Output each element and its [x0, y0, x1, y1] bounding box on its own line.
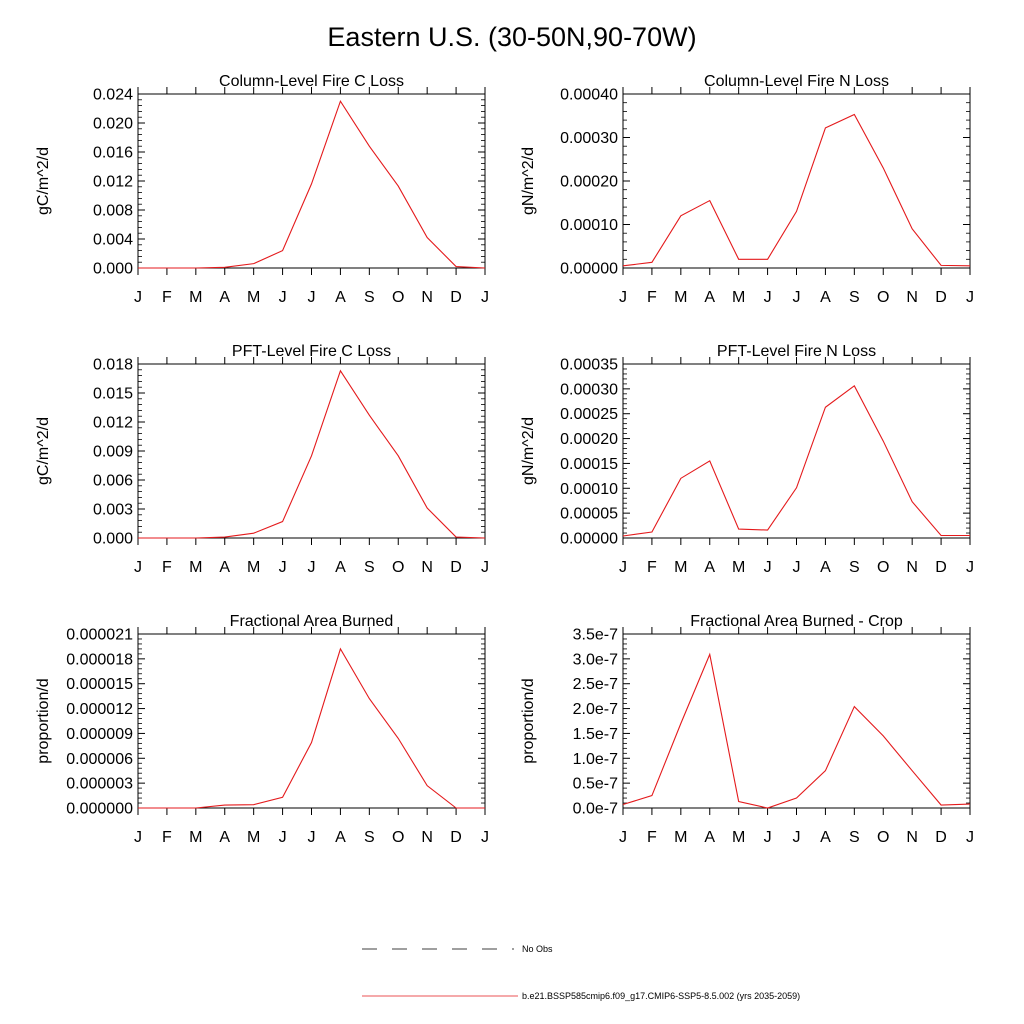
x-tick-label: J — [307, 829, 316, 846]
x-tick-label: M — [189, 829, 203, 846]
figure-title: Eastern U.S. (30-50N,90-70W) — [327, 22, 697, 52]
x-tick-label: M — [247, 289, 261, 306]
x-tick-label: J — [481, 559, 489, 576]
y-tick-label: 0.00010 — [560, 480, 618, 498]
y-tick-label: 0.008 — [92, 202, 133, 220]
y-tick-label: 0.00005 — [560, 505, 618, 523]
x-tick-label: A — [704, 829, 716, 846]
plot-frame — [623, 94, 970, 268]
panel-title: PFT-Level Fire N Loss — [716, 343, 877, 360]
panel-title: PFT-Level Fire C Loss — [231, 343, 392, 360]
x-tick-label: F — [162, 289, 172, 306]
x-tick-label: J — [619, 829, 627, 846]
y-tick-label: 0.00015 — [560, 455, 618, 473]
y-axis-label: gN/m^2/d — [520, 417, 537, 485]
x-tick-label: J — [619, 559, 627, 576]
x-tick-label: N — [906, 289, 918, 306]
panel-1 — [35, 73, 489, 306]
x-tick-label: O — [877, 829, 890, 846]
panel-title: Fractional Area Burned - Crop — [690, 613, 903, 630]
x-tick-label: M — [732, 829, 746, 846]
x-tick-label: S — [363, 289, 375, 306]
x-tick-label: D — [450, 559, 462, 576]
y-tick-label: 0.000 — [92, 260, 133, 278]
x-tick-label: M — [674, 559, 688, 576]
x-tick-label: M — [189, 289, 203, 306]
x-tick-label: D — [450, 829, 462, 846]
y-tick-label: 2.5e-7 — [572, 676, 618, 694]
x-tick-label: F — [162, 559, 172, 576]
x-tick-label: J — [763, 559, 772, 576]
x-tick-label: J — [278, 829, 287, 846]
x-tick-label: J — [792, 829, 801, 846]
y-tick-label: 0.000021 — [66, 626, 133, 644]
legend-model-label: b.e21.BSSP585cmip6.f09_g17.CMIP6-SSP5-8.5.002 (yrs 2035-2059) — [522, 991, 801, 1001]
legend-obs-label: No Obs — [522, 944, 553, 954]
x-tick-label: S — [848, 289, 860, 306]
x-tick-label: A — [820, 289, 831, 306]
series-line — [138, 371, 485, 538]
panel-title: Column-Level Fire N Loss — [704, 73, 889, 90]
y-tick-label: 0.000 — [92, 530, 133, 548]
x-tick-label: J — [134, 289, 142, 306]
x-tick-label: D — [450, 289, 462, 306]
panel-5 — [35, 613, 489, 846]
y-tick-label: 0.003 — [92, 501, 133, 519]
y-tick-label: 0.015 — [92, 385, 133, 403]
y-tick-label: 0.000000 — [66, 800, 133, 818]
y-tick-label: 0.000009 — [66, 725, 133, 743]
y-axis-label: proportion/d — [35, 678, 52, 764]
x-tick-label: J — [966, 829, 974, 846]
x-tick-label: A — [335, 829, 346, 846]
y-tick-label: 0.020 — [92, 115, 133, 133]
y-tick-label: 0.000006 — [66, 750, 133, 768]
legend-obs-line — [362, 944, 516, 954]
x-tick-label: A — [335, 289, 346, 306]
y-tick-label: 0.016 — [92, 144, 133, 162]
x-tick-label: A — [335, 559, 346, 576]
series-line — [623, 114, 970, 265]
y-tick-label: 0.000003 — [66, 775, 133, 793]
x-tick-label: F — [647, 289, 657, 306]
panel-title: Fractional Area Burned — [229, 613, 394, 630]
x-tick-label: O — [877, 559, 890, 576]
y-tick-label: 0.018 — [92, 356, 133, 374]
panel-title: Column-Level Fire C Loss — [219, 73, 404, 90]
y-tick-label: 0.000018 — [66, 651, 133, 669]
y-tick-label: 0.00000 — [560, 260, 618, 278]
y-tick-label: 0.00000 — [560, 530, 618, 548]
y-tick-label: 0.000015 — [66, 676, 133, 694]
y-tick-label: 0.00035 — [560, 356, 618, 374]
y-tick-label: 0.004 — [92, 231, 133, 249]
plot-frame — [138, 364, 485, 538]
x-tick-label: S — [363, 829, 375, 846]
x-tick-label: D — [935, 559, 947, 576]
y-tick-label: 0.0e-7 — [572, 800, 618, 818]
plot-frame — [623, 634, 970, 808]
y-tick-label: 0.00030 — [560, 130, 618, 147]
y-tick-label: 1.5e-7 — [572, 725, 618, 743]
x-tick-label: M — [732, 559, 746, 576]
legend-model-line — [362, 991, 518, 1001]
x-tick-label: F — [647, 559, 657, 576]
x-tick-label: J — [278, 559, 287, 576]
x-tick-label: O — [392, 559, 405, 576]
x-tick-label: M — [189, 559, 203, 576]
panel-2 — [520, 73, 974, 306]
x-tick-label: J — [966, 289, 974, 306]
x-tick-label: O — [392, 829, 405, 846]
series-line — [623, 386, 970, 536]
x-tick-label: O — [877, 289, 890, 306]
x-tick-label: A — [219, 829, 231, 846]
plot-frame — [138, 94, 485, 268]
x-tick-label: D — [935, 289, 947, 306]
panel-4 — [520, 343, 974, 576]
x-tick-label: S — [848, 829, 860, 846]
y-tick-label: 3.5e-7 — [572, 626, 618, 644]
x-tick-label: A — [219, 289, 231, 306]
y-tick-label: 0.009 — [92, 443, 133, 461]
x-tick-label: N — [421, 289, 433, 306]
x-tick-label: N — [906, 559, 918, 576]
x-tick-label: S — [363, 559, 375, 576]
y-tick-label: 0.024 — [92, 86, 133, 104]
x-tick-label: J — [966, 559, 974, 576]
x-tick-label: J — [763, 289, 772, 306]
y-tick-label: 0.012 — [92, 414, 133, 432]
panel-3 — [35, 343, 489, 576]
x-tick-label: J — [763, 829, 772, 846]
y-axis-label: gN/m^2/d — [520, 147, 537, 215]
x-tick-label: J — [792, 559, 801, 576]
x-tick-label: J — [307, 559, 316, 576]
y-tick-label: 0.006 — [92, 472, 133, 490]
y-tick-label: 0.00020 — [560, 431, 618, 449]
x-tick-label: J — [278, 289, 287, 306]
x-tick-label: J — [307, 289, 316, 306]
x-tick-label: F — [162, 829, 172, 846]
x-tick-label: J — [481, 829, 489, 846]
x-tick-label: J — [481, 289, 489, 306]
y-tick-label: 3.0e-7 — [572, 651, 618, 669]
x-tick-label: A — [820, 829, 831, 846]
y-tick-label: 1.0e-7 — [572, 750, 618, 768]
x-tick-label: F — [647, 829, 657, 846]
y-axis-label: proportion/d — [520, 678, 537, 764]
x-tick-label: J — [134, 559, 142, 576]
x-tick-label: D — [935, 829, 947, 846]
y-tick-label: 0.000012 — [66, 701, 133, 719]
x-tick-label: M — [674, 289, 688, 306]
panel-6 — [520, 613, 974, 846]
series-line — [138, 101, 485, 268]
plot-frame — [138, 634, 485, 808]
x-tick-label: A — [820, 559, 831, 576]
x-tick-label: N — [906, 829, 918, 846]
x-tick-label: J — [134, 829, 142, 846]
x-tick-label: A — [219, 559, 231, 576]
y-tick-label: 0.00040 — [560, 86, 618, 104]
x-tick-label: M — [247, 559, 261, 576]
series-line — [623, 654, 970, 808]
y-tick-label: 0.012 — [92, 173, 133, 191]
x-tick-label: J — [619, 289, 627, 306]
x-tick-label: N — [421, 559, 433, 576]
x-tick-label: S — [848, 559, 860, 576]
y-axis-label: gC/m^2/d — [35, 417, 52, 485]
x-tick-label: M — [674, 829, 688, 846]
series-line — [138, 649, 485, 808]
plot-frame — [623, 364, 970, 538]
x-tick-label: A — [704, 289, 716, 306]
y-tick-label: 0.00025 — [560, 406, 618, 424]
x-tick-label: M — [732, 289, 746, 306]
y-axis-label: gC/m^2/d — [35, 147, 52, 215]
y-tick-label: 2.0e-7 — [572, 701, 618, 719]
y-tick-label: 0.5e-7 — [572, 775, 618, 793]
x-tick-label: A — [704, 559, 716, 576]
x-tick-label: J — [792, 289, 801, 306]
y-tick-label: 0.00010 — [560, 217, 618, 234]
y-tick-label: 0.00030 — [560, 381, 618, 399]
x-tick-label: N — [421, 829, 433, 846]
x-tick-label: M — [247, 829, 261, 846]
y-tick-label: 0.00020 — [560, 173, 618, 191]
x-tick-label: O — [392, 289, 405, 306]
